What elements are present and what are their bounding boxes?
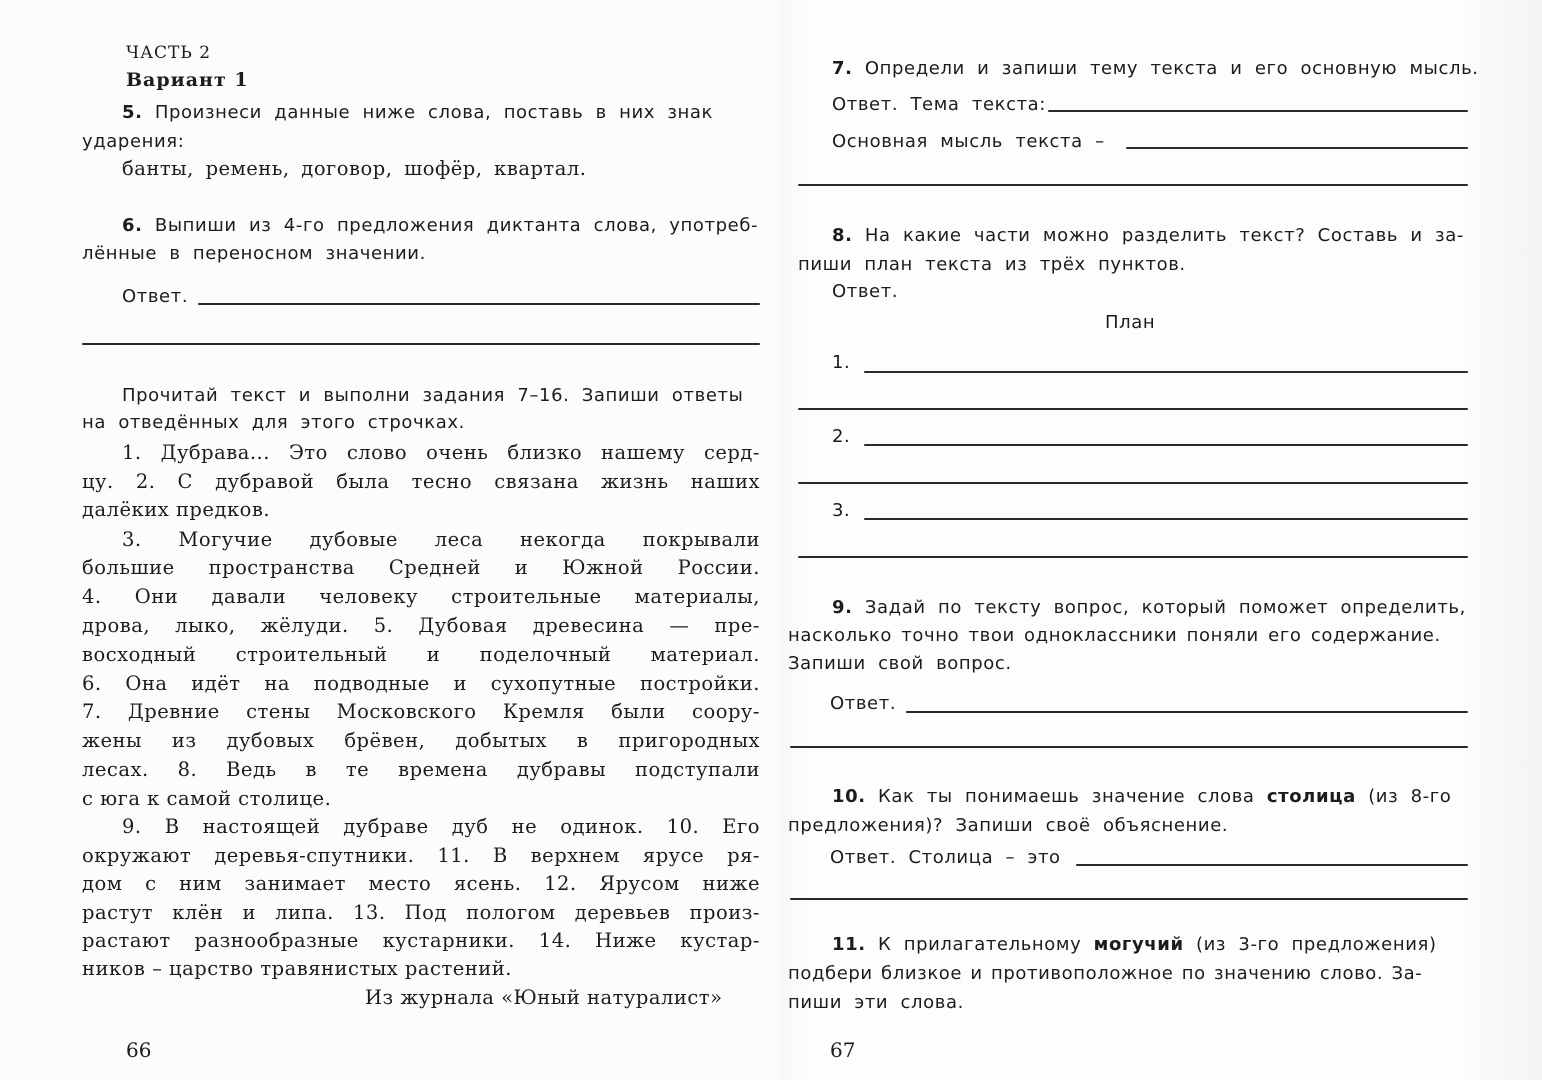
task-text: Определи и запиши тему текста и его основную мысль. [864,58,1479,79]
answer-line[interactable] [906,711,1468,713]
answer-label: Ответ. [832,281,899,302]
task-text: насколько точно твои одноклассники поняли его содержание. [788,625,1441,646]
answer-line[interactable] [798,184,1468,186]
task-number: 5. [122,102,143,123]
variant-heading: Вариант 1 [126,69,249,91]
plan-line[interactable] [798,408,1468,410]
plan-line[interactable] [798,556,1468,558]
text-line: растут клён и липа. 13. Под пологом деревьев произ- [82,901,760,924]
text-line: дом с ним занимает место ясень. 12. Ярусом ниже [82,872,760,895]
text-line: с юга к самой столице. [82,787,332,810]
text-line: ников – царство травянистых растений. [82,957,512,980]
answer-line[interactable] [82,343,760,345]
answer-line[interactable] [198,303,760,305]
task-text: пиши план текста из трёх пунктов. [798,254,1186,275]
task-number: 8. [832,225,853,246]
answer-line[interactable] [1048,110,1468,112]
task-number: 6. [122,215,143,236]
task-text: лённые в переносном значении. [82,243,426,264]
highlighted-word: могучий [1093,934,1184,955]
answer-theme-label: Ответ. Тема текста: [832,94,1046,115]
part-heading: ЧАСТЬ 2 [126,43,212,63]
task-text: К прилагательному [878,934,1082,955]
text-line: восходный строительный и поделочный материал. [82,643,760,666]
plan-item-number: 3. [832,500,851,521]
task-text: (из 3-го предложения) [1195,934,1437,955]
task-text: ударения: [82,131,185,152]
plan-title: План [1105,312,1156,333]
plan-line[interactable] [864,518,1468,520]
text-line: большие пространства Средней и Южной России. [82,556,760,579]
text-line: 6. Она идёт на подводные и сухопутные постройки. [82,672,760,695]
task-text: подбери близкое и противоположное по значению слово. За- [788,963,1423,984]
text-line: 3. Могучие дубовые леса некогда покрывали [122,528,760,551]
instruction-text: на отведённых для этого строчках. [82,412,465,433]
right-page-67 [780,0,1542,1080]
plan-item-number: 2. [832,426,851,447]
answer-label: Ответ. Столица – это [830,847,1061,868]
plan-line[interactable] [864,371,1468,373]
task-text: предложения)? Запиши своё объяснение. [788,815,1229,836]
highlighted-word: столица [1266,786,1356,807]
task-number: 10. [832,786,866,807]
task-number: 9. [832,597,853,618]
task-text: Произнеси данные ниже слова, поставь в них знак [154,102,714,123]
text-line: 1. Дубрава... Это слово очень близко нашему серд- [122,441,760,464]
task-number: 11. [832,934,866,955]
page-number: 66 [126,1038,152,1062]
text-line: дрова, лыко, жёлуди. 5. Дубовая древесина — пре- [82,614,760,637]
text-line: лесах. 8. Ведь в те времена дубравы подступали [82,758,760,781]
plan-item-number: 1. [832,352,851,373]
answer-label: Ответ. [122,286,189,307]
text-line: далёких предков. [82,498,271,521]
answer-label: Ответ. [830,693,897,714]
answer-line[interactable] [790,746,1468,748]
text-line: жены из дубовых брёвен, добытых в пригородных [82,729,760,752]
task-text: Как ты понимаешь значение слова [878,786,1255,807]
task-text: Задай по тексту вопрос, который поможет определить, [864,597,1466,618]
text-line: растают разнообразные кустарники. 14. Ниже кустар- [82,929,760,952]
task-text: (из 8-го [1368,786,1452,807]
instruction-text: Прочитай текст и выполни задания 7–16. Запиши ответы [122,385,744,406]
answer-line[interactable] [1076,864,1468,866]
task-text: На какие части можно разделить текст? Составь и за- [864,225,1464,246]
text-line: цу. 2. С дубравой была тесно связана жизнь наших [82,470,760,493]
text-line: 7. Древние стены Московского Кремля были соору- [82,700,760,723]
answer-line[interactable] [790,898,1468,900]
text-source: Из журнала «Юный натуралист» [365,986,723,1009]
task-text: Запиши свой вопрос. [788,653,1012,674]
task-number: 7. [832,58,853,79]
stress-words: банты, ремень, договор, шофёр, квартал. [122,157,587,180]
plan-line[interactable] [864,444,1468,446]
page-number: 67 [830,1038,856,1062]
answer-line[interactable] [1126,147,1468,149]
task-text: Выпиши из 4-го предложения диктанта слова, употреб- [154,215,759,236]
task-text: пиши эти слова. [788,992,964,1013]
text-line: 4. Они давали человеку строительные материалы, [82,585,760,608]
text-line: окружают деревья-спутники. 11. В верхнем ярусе ря- [82,844,760,867]
text-line: 9. В настоящей дубраве дуб не одинок. 10. Его [122,815,760,838]
plan-line[interactable] [798,482,1468,484]
main-idea-label: Основная мысль текста – [832,131,1105,152]
